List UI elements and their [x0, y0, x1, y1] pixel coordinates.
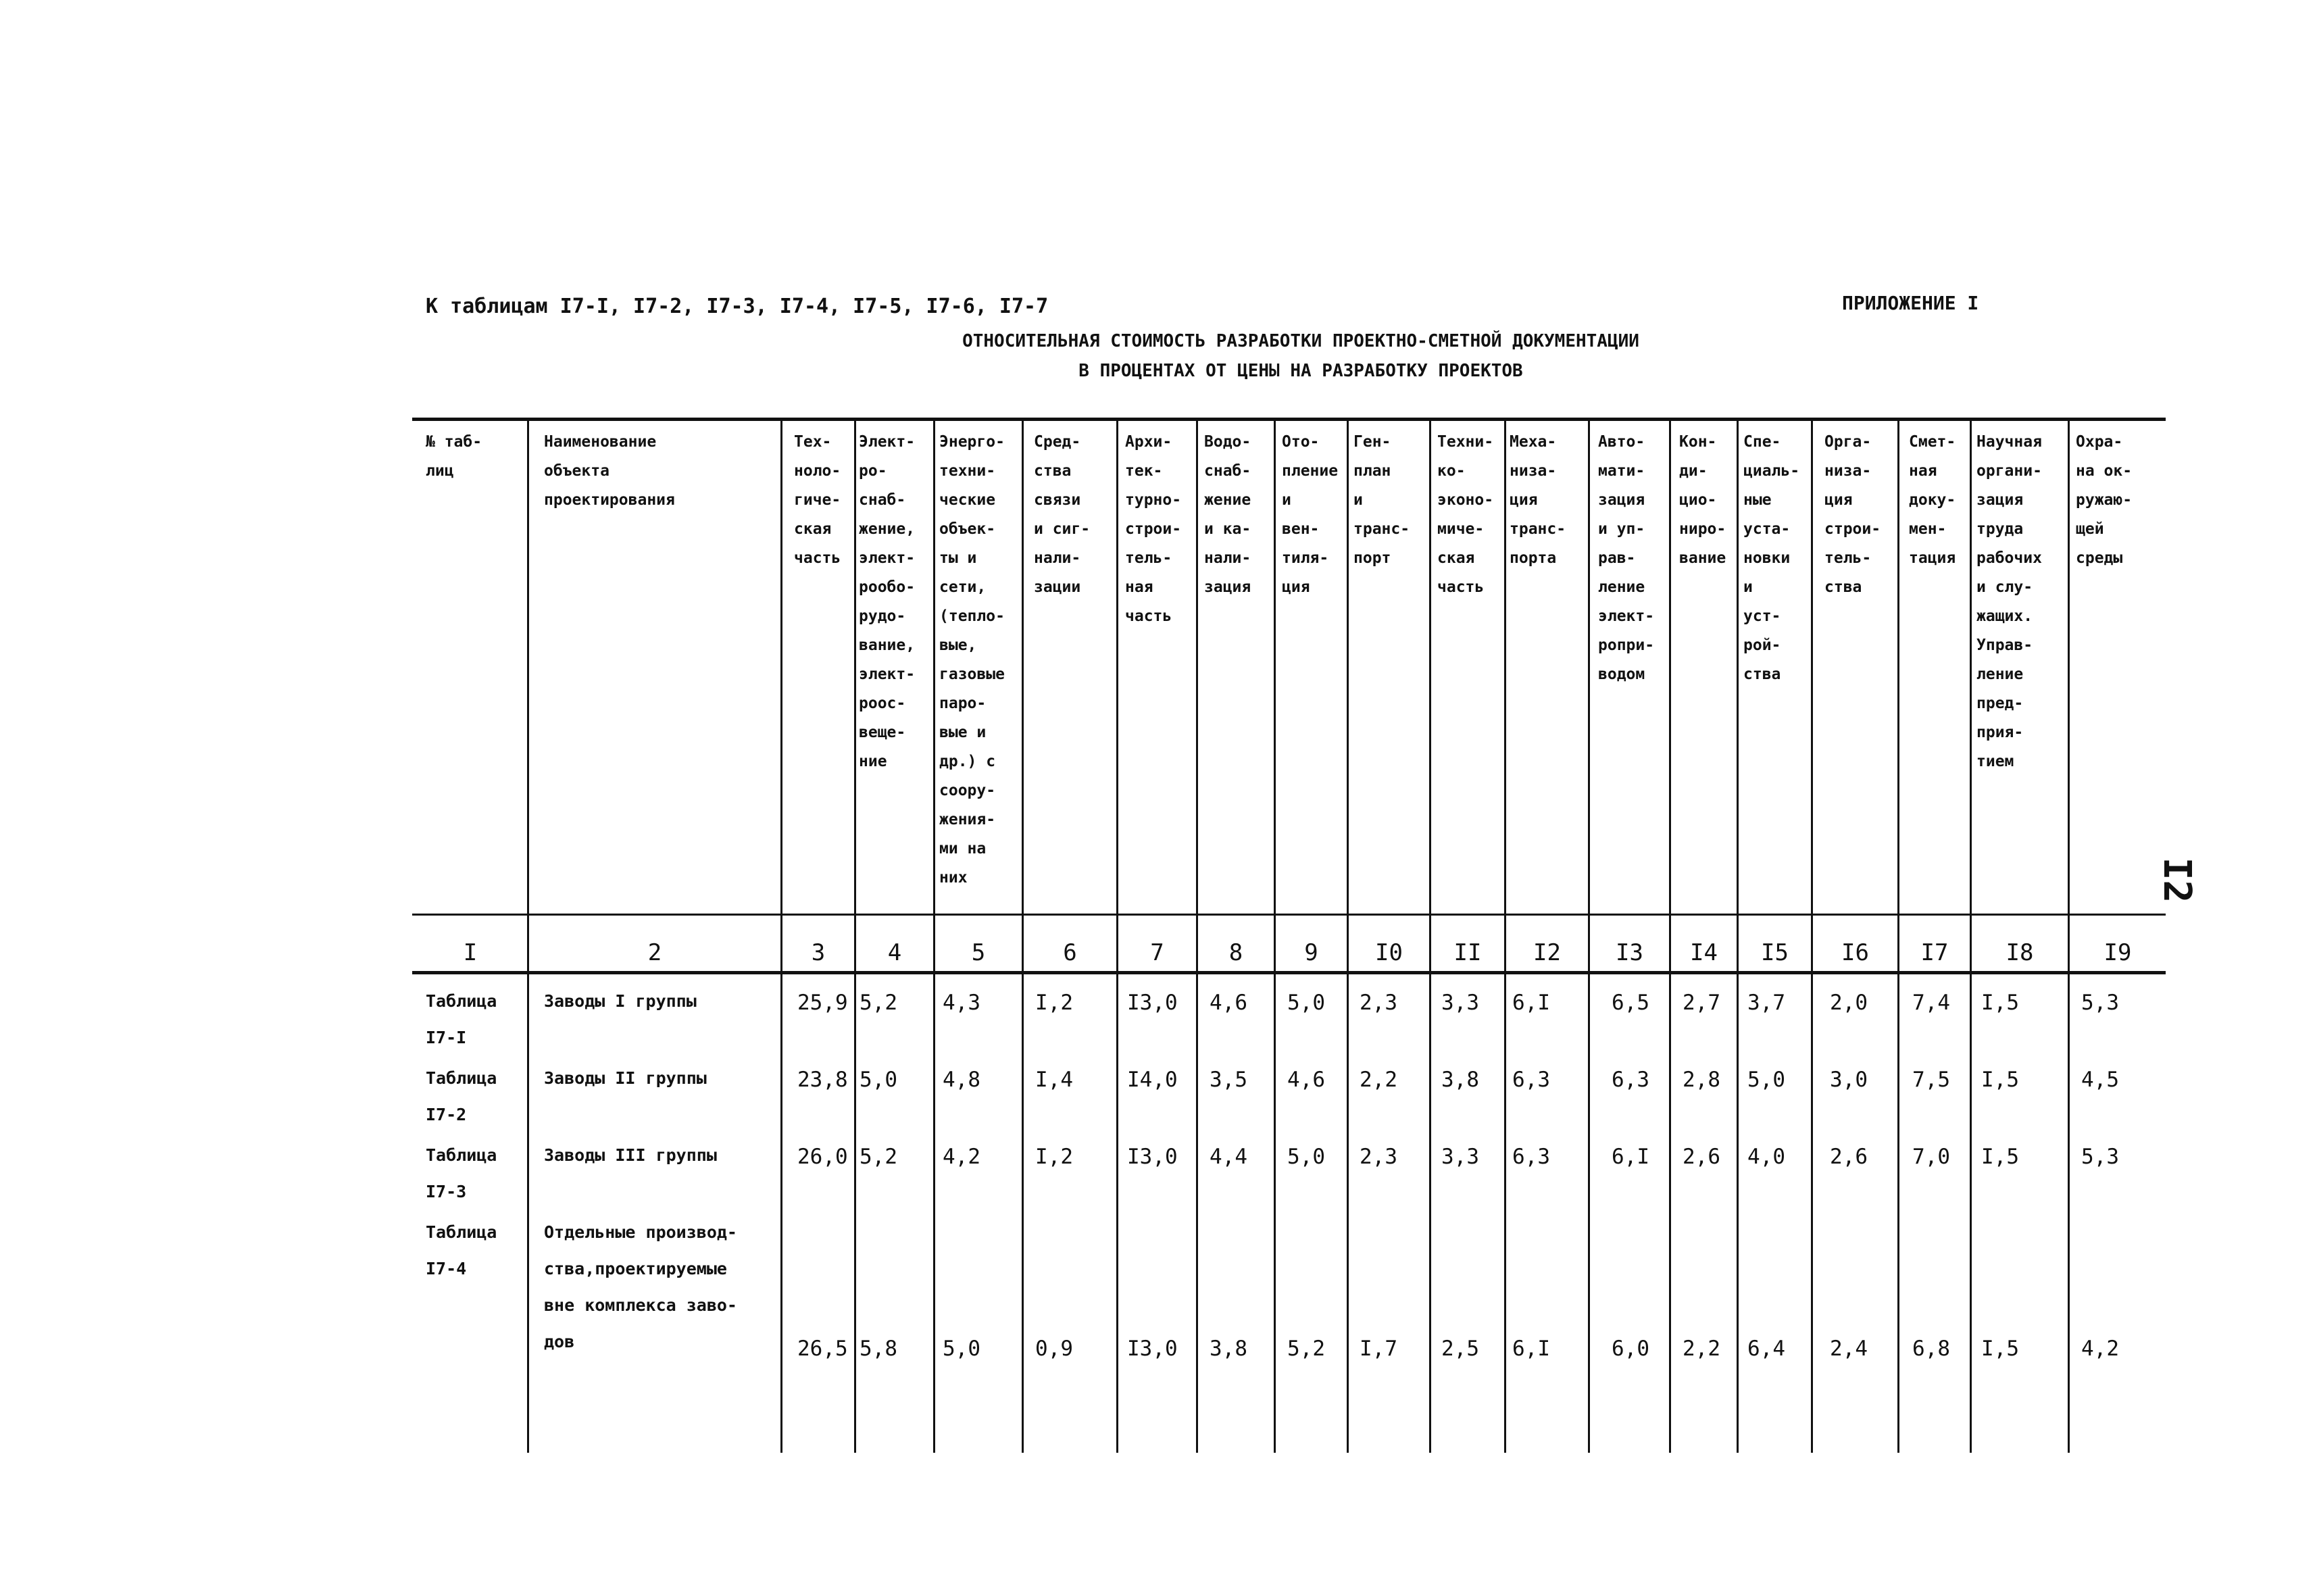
column-divider: [1970, 419, 1972, 1453]
column-divider: [1274, 419, 1276, 1453]
value-cell: I,5: [1981, 991, 2019, 1015]
column-divider: [1737, 419, 1739, 1453]
value-cell: 6,8: [1912, 1337, 1950, 1361]
value-cell: 6,I: [1512, 991, 1550, 1015]
col-header-economics: Техни- ко- эконо- миче- ская часть: [1437, 433, 1494, 596]
row-table-id: Таблица I7-4: [426, 1222, 497, 1278]
column-divider: [2068, 419, 2070, 1453]
value-cell: I,2: [1035, 1145, 1073, 1169]
value-cell: 4,4: [1210, 1145, 1247, 1169]
value-cell: I3,0: [1127, 991, 1178, 1015]
column-divider: [1429, 419, 1431, 1453]
value-cell: I,2: [1035, 991, 1073, 1015]
value-cell: 6,4: [1747, 1337, 1785, 1361]
column-divider: [527, 419, 529, 1453]
value-cell: 5,0: [1287, 991, 1325, 1015]
value-cell: 4,6: [1210, 991, 1247, 1015]
value-cell: 4,0: [1747, 1145, 1785, 1169]
value-cell: 5,2: [860, 1145, 897, 1169]
column-divider: [780, 419, 782, 1453]
value-cell: 26,5: [797, 1337, 848, 1361]
value-cell: I,5: [1981, 1145, 2019, 1169]
value-cell: 4,3: [943, 991, 980, 1015]
value-cell: 2,4: [1830, 1337, 1868, 1361]
value-cell: 5,0: [943, 1337, 980, 1361]
value-cell: 6,3: [1512, 1145, 1550, 1169]
column-number: 4: [887, 939, 902, 966]
row-table-id: Таблица I7-2: [426, 1068, 497, 1124]
column-number: I7: [1920, 939, 1949, 966]
document-title-line2: В ПРОЦЕНТАХ ОТ ЦЕНЫ НА РАЗРАБОТКУ ПРОЕКТОВ: [1078, 361, 1523, 381]
value-cell: 2,8: [1683, 1068, 1720, 1092]
row-object-name: Заводы III группы: [544, 1145, 717, 1165]
value-cell: 2,0: [1830, 991, 1868, 1015]
column-divider: [1196, 419, 1198, 1453]
value-cell: 6,0: [1612, 1337, 1649, 1361]
value-cell: 7,0: [1912, 1145, 1950, 1169]
value-cell: 2,7: [1683, 991, 1720, 1015]
value-cell: 2,5: [1441, 1337, 1479, 1361]
value-cell: 4,2: [943, 1145, 980, 1169]
column-number: I: [463, 939, 478, 966]
col-header-electrical: Элект- ро- снаб- жение, элект- рообо- рудо- вание, элект- роос- веще- ние: [859, 433, 916, 770]
col-header-special-installations: Спе- циаль- ные уста- новки и уст- рой- ства: [1743, 433, 1800, 683]
column-number: I9: [2104, 939, 2132, 966]
col-header-architecture: Архи- тек- турно- строи- тель- ная часть: [1125, 433, 1182, 625]
col-header-automation: Авто- мати- зация и уп- рав- ление элект- ропри- водом: [1598, 433, 1655, 683]
col-header-general-plan: Ген- план и транс- порт: [1353, 433, 1410, 567]
column-divider: [1669, 419, 1671, 1453]
column-number: 5: [971, 939, 986, 966]
value-cell: 5,3: [2081, 991, 2119, 1015]
col-header-construction-org: Орга- низа- ция строи- тель- ства: [1824, 433, 1881, 596]
column-number: 7: [1150, 939, 1164, 966]
column-divider: [1588, 419, 1590, 1453]
column-number: I2: [1533, 939, 1561, 966]
value-cell: 3,0: [1830, 1068, 1868, 1092]
header-left-reference: К таблицам I7-I, I7-2, I7-3, I7-4, I7-5, I7-6, I7-7: [426, 295, 1049, 318]
column-number: I3: [1616, 939, 1643, 966]
header-bottom-rule: [412, 914, 2166, 916]
value-cell: I4,0: [1127, 1068, 1178, 1092]
col-header-technological: Тех- ноло- гиче- ская часть: [794, 433, 841, 567]
column-divider: [1504, 419, 1506, 1453]
column-divider: [1811, 419, 1813, 1453]
column-divider: [1347, 419, 1349, 1453]
column-number: 2: [647, 939, 662, 966]
column-divider: [1022, 419, 1024, 1453]
value-cell: 6,3: [1512, 1068, 1550, 1092]
appendix-label: ПРИЛОЖЕНИЕ I: [1842, 292, 1979, 314]
column-divider: [933, 419, 935, 1453]
col-header-table-no: № таб- лиц: [426, 433, 482, 480]
column-number: II: [1453, 939, 1482, 966]
value-cell: 3,8: [1441, 1068, 1479, 1092]
value-cell: 4,6: [1287, 1068, 1325, 1092]
value-cell: 5,8: [860, 1337, 897, 1361]
column-divider: [854, 419, 856, 1453]
col-header-heating: Ото- пление и вен- тиля- ция: [1282, 433, 1339, 596]
col-header-water-supply: Водо- снаб- жение и ка- нали- зация: [1204, 433, 1251, 596]
value-cell: 6,3: [1612, 1068, 1649, 1092]
value-cell: 23,8: [797, 1068, 848, 1092]
value-cell: I,4: [1035, 1068, 1073, 1092]
value-cell: 3,3: [1441, 1145, 1479, 1169]
document-title-line1: ОТНОСИТЕЛЬНАЯ СТОИМОСТЬ РАЗРАБОТКИ ПРОЕКТНО-СМЕТНОЙ ДОКУМЕНТАЦИИ: [962, 331, 1639, 351]
col-header-communications: Сред- ства связи и сиг- нали- зации: [1034, 433, 1091, 596]
numbers-bottom-rule: [412, 971, 2166, 974]
col-header-object-name: Наименование объекта проектирования: [544, 433, 675, 509]
column-divider: [1897, 419, 1899, 1453]
column-number: I8: [2006, 939, 2034, 966]
column-number: I4: [1690, 939, 1718, 966]
col-header-estimate-docs: Смет- ная доку- мен- тация: [1909, 433, 1956, 567]
row-table-id: Таблица I7-3: [426, 1145, 497, 1201]
value-cell: 5,0: [1747, 1068, 1785, 1092]
column-number: I5: [1761, 939, 1789, 966]
value-cell: 2,3: [1360, 1145, 1397, 1169]
value-cell: 4,2: [2081, 1337, 2119, 1361]
col-header-energy: Энерго- техни- ческие объек- ты и сети, (тепло- вые, газовые паро- вые и др.) с соору- жения- ми на них: [939, 433, 1005, 887]
row-object-name: Заводы II группы: [544, 1068, 707, 1088]
col-header-conditioning: Кон- ди- цио- ниро- вание: [1679, 433, 1726, 567]
row-object-name: Заводы I группы: [544, 991, 697, 1011]
col-header-environment: Охра- на ок- ружаю- щей среды: [2076, 433, 2133, 567]
col-header-labor-organization: Научная органи- зация труда рабочих и слу- жащих. Управ- ление пред- прия- тием: [1976, 433, 2042, 770]
value-cell: 3,5: [1210, 1068, 1247, 1092]
value-cell: 2,6: [1830, 1145, 1868, 1169]
value-cell: 2,2: [1683, 1337, 1720, 1361]
value-cell: 2,6: [1683, 1145, 1720, 1169]
column-divider: [1116, 419, 1118, 1453]
value-cell: 5,3: [2081, 1145, 2119, 1169]
column-number: 6: [1063, 939, 1077, 966]
col-header-mechanization: Меха- низа- ция транс- порта: [1510, 433, 1566, 567]
value-cell: 26,0: [797, 1145, 848, 1169]
value-cell: I,5: [1981, 1337, 2019, 1361]
value-cell: 5,0: [860, 1068, 897, 1092]
value-cell: 2,2: [1360, 1068, 1397, 1092]
page-number: I2: [2155, 857, 2199, 903]
column-number: 8: [1228, 939, 1243, 966]
value-cell: 2,3: [1360, 991, 1397, 1015]
value-cell: 3,7: [1747, 991, 1785, 1015]
value-cell: 3,8: [1210, 1337, 1247, 1361]
value-cell: I,5: [1981, 1068, 2019, 1092]
column-number: I6: [1841, 939, 1869, 966]
value-cell: I,7: [1360, 1337, 1397, 1361]
value-cell: 7,4: [1912, 991, 1950, 1015]
value-cell: 3,3: [1441, 991, 1479, 1015]
value-cell: 5,2: [1287, 1337, 1325, 1361]
value-cell: 5,0: [1287, 1145, 1325, 1169]
value-cell: 5,2: [860, 991, 897, 1015]
value-cell: 6,I: [1612, 1145, 1649, 1169]
value-cell: 0,9: [1035, 1337, 1073, 1361]
value-cell: 7,5: [1912, 1068, 1950, 1092]
row-object-name: Отдельные производ- ства,проектируемые вне комплекса заво- дов: [544, 1222, 737, 1351]
value-cell: 6,I: [1512, 1337, 1550, 1361]
column-number: I0: [1375, 939, 1403, 966]
value-cell: 25,9: [797, 991, 848, 1015]
column-number: 3: [811, 939, 826, 966]
value-cell: 4,8: [943, 1068, 980, 1092]
row-table-id: Таблица I7-I: [426, 991, 497, 1047]
table-top-rule: [412, 418, 2166, 421]
value-cell: I3,0: [1127, 1337, 1178, 1361]
value-cell: 6,5: [1612, 991, 1649, 1015]
column-number: 9: [1304, 939, 1318, 966]
value-cell: 4,5: [2081, 1068, 2119, 1092]
value-cell: I3,0: [1127, 1145, 1178, 1169]
